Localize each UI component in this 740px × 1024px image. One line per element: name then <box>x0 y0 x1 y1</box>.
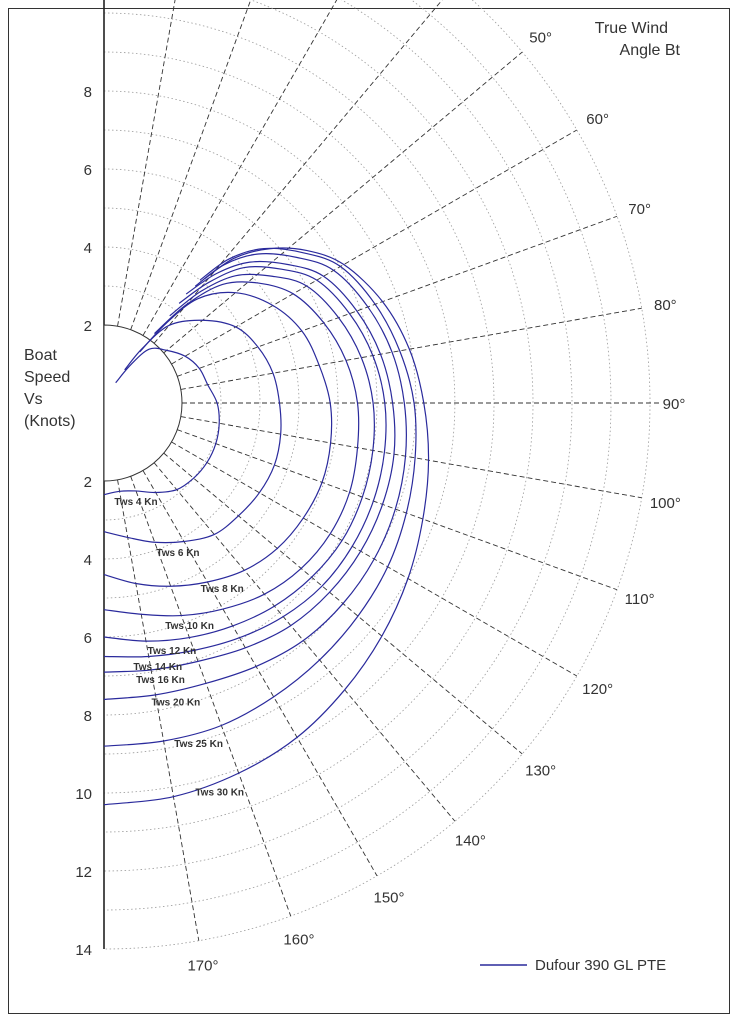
angle-tick-label-90: 90° <box>662 396 686 413</box>
angle-tick-label-130: 130° <box>525 762 557 780</box>
speed-tick-label-upper: 8 <box>83 84 92 101</box>
angle-tick-label-120: 120° <box>582 681 614 698</box>
speed-tick-label-lower: 14 <box>75 942 92 959</box>
angle-tick-label-50: 50° <box>529 29 552 47</box>
angle-tick-label-150: 150° <box>373 889 405 907</box>
polar-curve-label-4: Tws 12 Kn <box>147 645 197 657</box>
angle-tick-label-140: 140° <box>454 832 486 850</box>
angle-axis-title-line1: True Wind <box>594 20 668 37</box>
polar-curve-label-0: Tws 4 Kn <box>114 496 158 508</box>
polar-curves <box>104 248 429 805</box>
angle-ray-110 <box>177 430 617 590</box>
angle-ray-30 <box>143 0 377 335</box>
speed-axis-title-line2: Speed <box>24 369 71 386</box>
angle-ray-60 <box>172 130 577 364</box>
polar-curve-9 <box>104 248 429 805</box>
angle-tick-label-80: 80° <box>653 297 677 315</box>
polar-curve-label-5: Tws 14 Kn <box>133 661 183 673</box>
speed-tick-label-upper: 6 <box>83 162 92 179</box>
angle-ray-20 <box>131 0 291 330</box>
speed-grid-circles <box>104 0 650 949</box>
speed-tick-label-lower: 10 <box>75 786 92 803</box>
angle-ray-10 <box>118 0 199 326</box>
angle-rays <box>118 0 662 941</box>
speed-axis-title-line1: Boat <box>24 347 57 364</box>
speed-grid-circle <box>104 0 650 949</box>
polar-curve-label-2: Tws 8 Kn <box>200 584 244 596</box>
angle-tick-label-100: 100° <box>649 494 681 512</box>
angle-axis-title-line2: Angle Bt <box>619 42 680 59</box>
speed-tick-label-lower: 8 <box>83 708 92 725</box>
speed-axis-title-line3: Vs <box>24 391 43 408</box>
angle-ray-70 <box>177 216 617 376</box>
speed-tick-label-lower: 12 <box>75 864 92 881</box>
polar-curve-label-9: Tws 30 Kn <box>195 787 245 799</box>
speed-tick-labels <box>75 84 92 959</box>
legend <box>480 957 666 974</box>
polar-curve-label-6: Tws 16 Kn <box>136 674 185 686</box>
polar-curve-label-1: Tws 6 Kn <box>156 548 200 560</box>
speed-tick-label-upper: 4 <box>83 240 92 257</box>
angle-tick-label-70: 70° <box>628 201 651 219</box>
speed-tick-label-upper: 2 <box>83 318 92 335</box>
speed-tick-label-lower: 6 <box>83 630 92 647</box>
polar-curve-label-7: Tws 20 Kn <box>151 697 201 709</box>
polar-curve-label-3: Tws 10 Kn <box>165 620 214 632</box>
legend-label: Dufour 390 GL PTE <box>535 957 667 974</box>
speed-tick-label-lower: 2 <box>83 474 92 491</box>
polar-curve-label-8: Tws 25 Kn <box>174 738 223 750</box>
angle-tick-labels <box>187 0 685 974</box>
speed-axis-title-line4: (Knots) <box>24 413 76 430</box>
angle-tick-label-170: 170° <box>187 957 219 975</box>
speed-tick-label-lower: 4 <box>83 552 92 569</box>
angle-tick-label-160: 160° <box>283 931 315 949</box>
angle-ray-50 <box>164 52 523 353</box>
angle-tick-label-110: 110° <box>624 590 655 608</box>
angle-ray-150 <box>143 471 377 876</box>
angle-tick-label-60: 60° <box>586 111 609 128</box>
